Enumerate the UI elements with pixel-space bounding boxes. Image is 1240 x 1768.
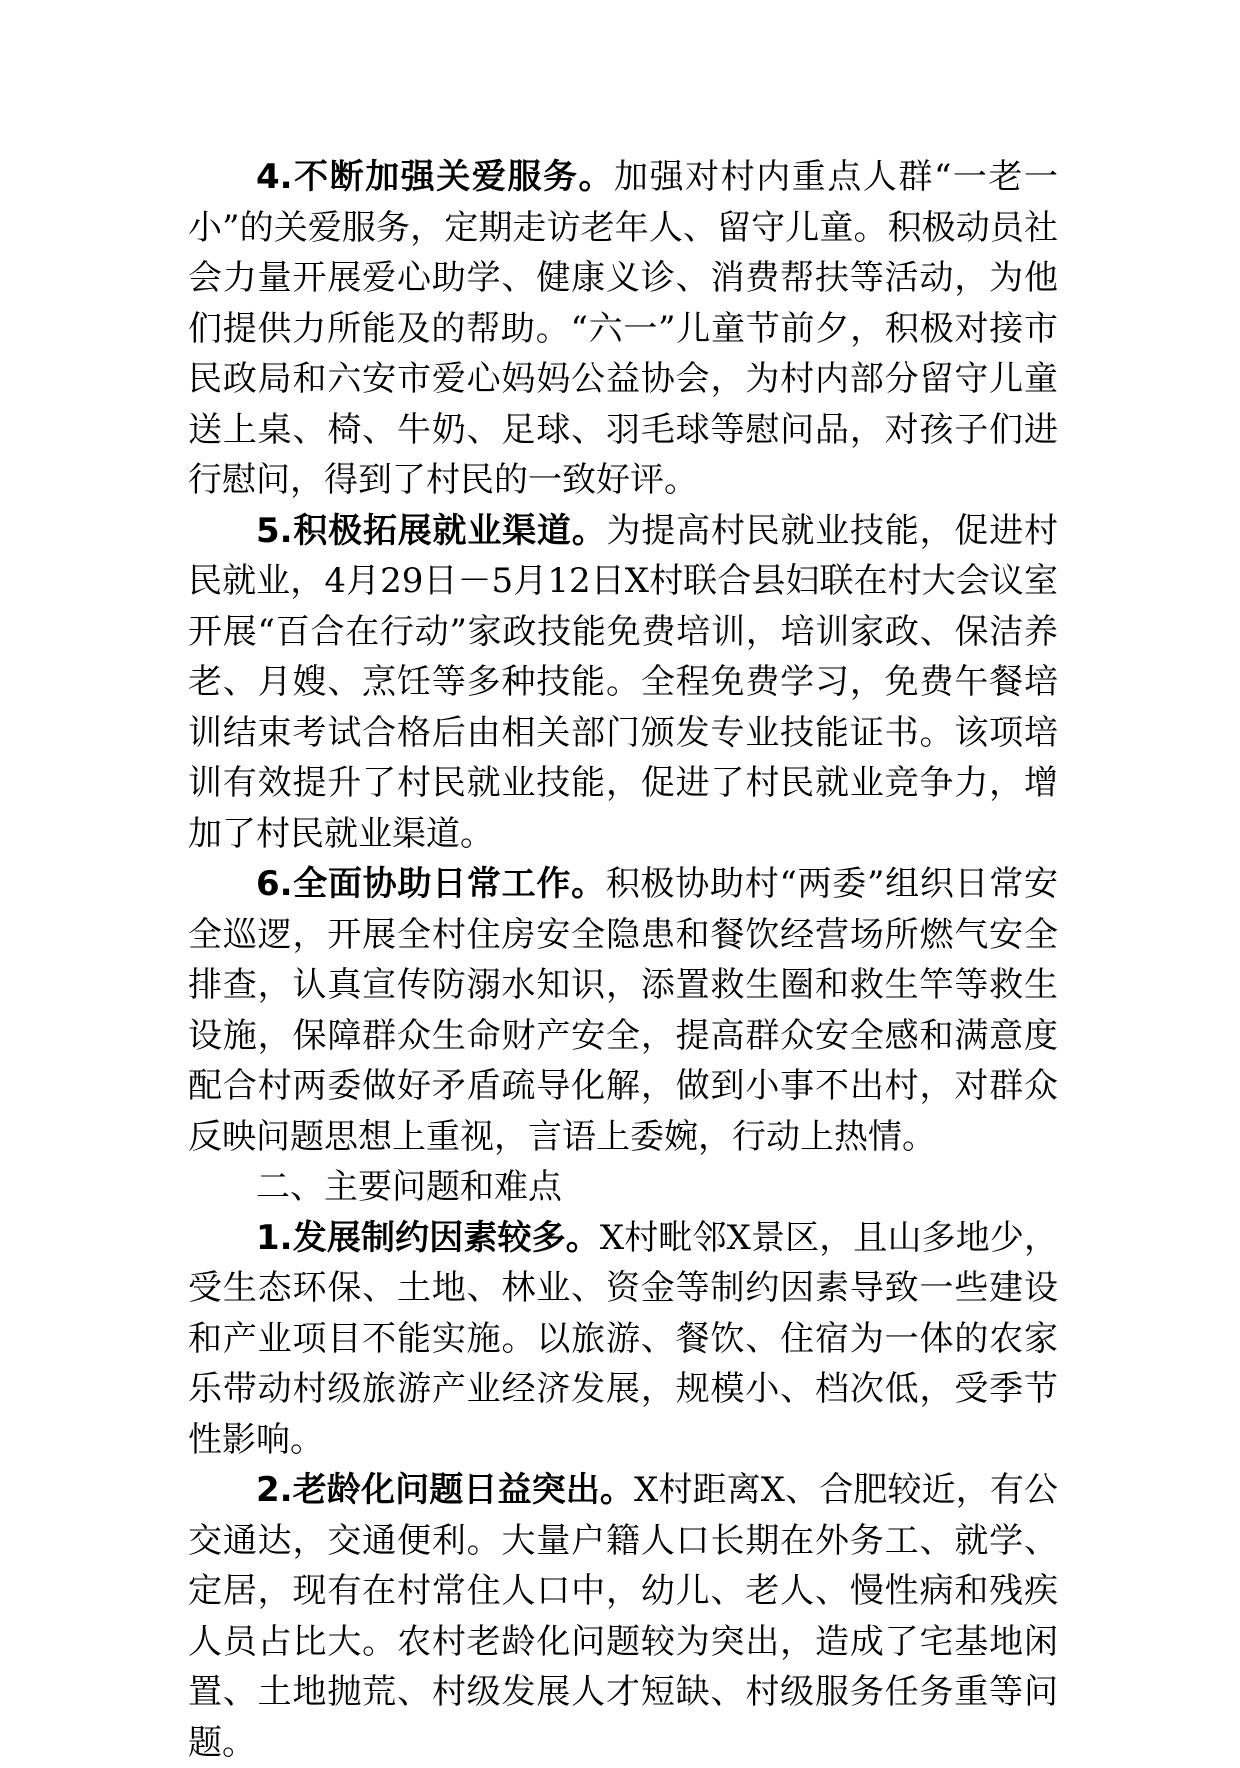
paragraph-aging-problem [188, 1465, 1058, 1768]
document-page [188, 152, 1058, 1768]
paragraph-lead: 2.老龄化问题日益突出。 [256, 1470, 635, 1510]
paragraph-body: 为提高村民就业技能，促进村民就业，4月29日－5月12日X村联合县妇联在村大会议室开展“百合在行动”家政技能免费培训，培训家政、保洁养老、月嫂、烹饪等多种技能。全程免费学习，免费午餐培训结束考试合格后由相关部门颁发专业技能证书。该项培训有效提升了村民就业技能，促进了村民就业竞争力，增加了村民就业渠道。 [188, 510, 1059, 854]
paragraph-body: 积极协助村“两委”组织日常安全巡逻，开展全村住房安全隐患和餐饮经营场所燃气安全排查，认真宣传防溺水知识，添置救生圈和救生竿等救生设施，保障群众生命财产安全，提高群众安全感和满意度配合村两委做好矛盾疏导化解，做到小事不出村，对群众反映问题思想上重视，言语上委婉，行动上热情。 [188, 864, 1059, 1157]
paragraph-care-services [188, 152, 1058, 506]
paragraph-body: X村毗邻X景区，且山多地少，受生态环保、土地、林业、资金等制约因素导致一些建设和产业项目不能实施。以旅游、餐饮、住宿为一体的农家乐带动村级旅游产业经济发展，规模小、档次低，受季节性影响。 [188, 1217, 1058, 1460]
paragraph-lead: 4.不断加强关爱服务。 [256, 157, 615, 197]
paragraph-lead: 5.积极拓展就业渠道。 [256, 510, 607, 551]
paragraph-body: X村距离X、合肥较近，有公交通达，交通便利。大量户籍人口长期在外务工、就学、定居，现有在村常住人口中，幼儿、老人、慢性病和残疾人员占比大。农村老龄化问题较为突出，造成了宅基地闲置、土地抛荒、村级发展人才短缺、村级服务任务重等问题。 [188, 1470, 1058, 1763]
paragraph-employment-channels [188, 506, 1058, 860]
paragraph-body: 加强对村内重点人群“一老一小”的关爱服务，定期走访老年人、留守儿童。积极动员社会力量开展爱心助学、健康义诊、消费帮扶等活动，为他们提供力所能及的帮助。“六一”儿童节前夕，积极对接市民政局和六安市爱心妈妈公益协会，为村内部分留守儿童送上桌、椅、牛奶、足球、羽毛球等慰问品，对孩子们进行慰问，得到了村民的一致好评。 [188, 157, 1058, 500]
paragraph-lead: 6.全面协助日常工作。 [256, 864, 606, 904]
paragraph-lead: 1.发展制约因素较多。 [256, 1217, 600, 1258]
paragraph-development-constraints [188, 1213, 1058, 1466]
paragraph-daily-work [188, 859, 1058, 1162]
section-heading: 二、主要问题和难点 [256, 1167, 562, 1207]
